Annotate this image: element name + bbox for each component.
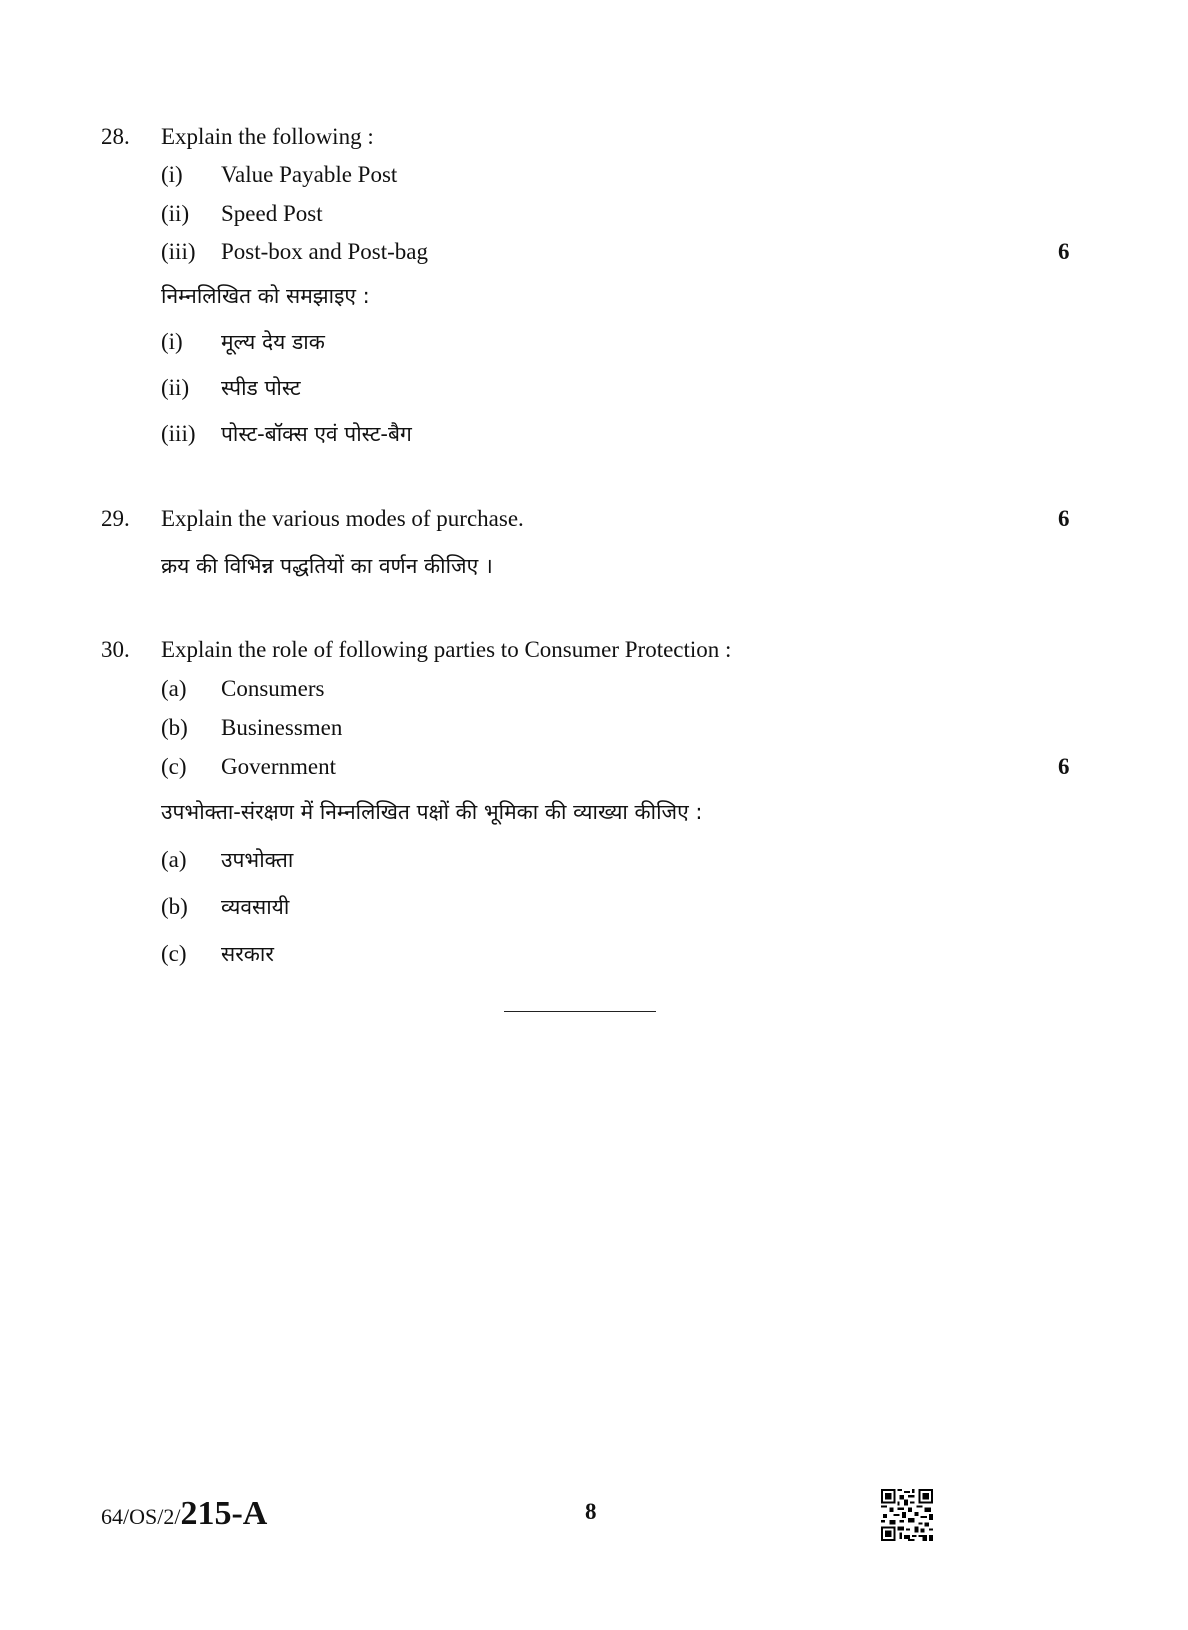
item-text: Post-box and Post-bag [221,239,428,264]
question-text-hindi: क्रय की विभिन्न पद्धतियों का वर्णन कीजिए । [161,554,493,578]
item-text-hindi: पोस्ट-बॉक्स एवं पोस्ट-बैग [221,422,412,446]
item-text-hindi: सरकार [221,942,274,966]
item-label: (i) [161,162,183,187]
paper-code-main: 215-A [180,1495,268,1532]
item-label: (a) [161,847,187,872]
item-label: (b) [161,894,188,919]
item-text-hindi: स्पीड पोस्ट [221,376,301,400]
item-label: (iii) [161,421,196,446]
question-text-hindi: उपभोक्ता-संरक्षण में निम्नलिखित पक्षों की भूमिका की व्याख्या कीजिए : [161,800,703,824]
item-text: Government [221,754,336,779]
end-separator [504,1011,656,1012]
item-text: Value Payable Post [221,162,398,187]
item-text: Speed Post [221,201,323,226]
marks: 6 [1058,754,1070,779]
page-number: 8 [585,1499,597,1524]
paper-code-prefix: 64/OS/2/ [101,1504,181,1529]
question-text-hindi: निम्नलिखित को समझाइए : [161,284,370,308]
item-text-hindi: उपभोक्ता [221,848,294,872]
item-label: (c) [161,941,187,966]
item-text: Businessmen [221,715,343,740]
question-text: Explain the following : [161,124,374,149]
item-label: (c) [161,754,187,779]
item-text: Consumers [221,676,325,701]
item-label: (i) [161,329,183,354]
item-text-hindi: व्यवसायी [221,895,290,919]
paper-code [101,1494,267,1537]
question-number: 29. [101,506,130,531]
item-text-hindi: मूल्य देय डाक [221,330,325,354]
item-label: (ii) [161,375,190,400]
marks: 6 [1058,239,1070,264]
question-text: Explain the various modes of purchase. [161,506,524,531]
item-label: (b) [161,715,188,740]
item-label: (ii) [161,201,190,226]
question-number: 30. [101,637,130,662]
item-label: (a) [161,676,187,701]
question-number: 28. [101,124,130,149]
marks: 6 [1058,506,1070,531]
qr-code-icon [881,1489,933,1541]
question-text: Explain the role of following parties to Consumer Protection : [161,637,732,662]
item-label: (iii) [161,239,196,264]
